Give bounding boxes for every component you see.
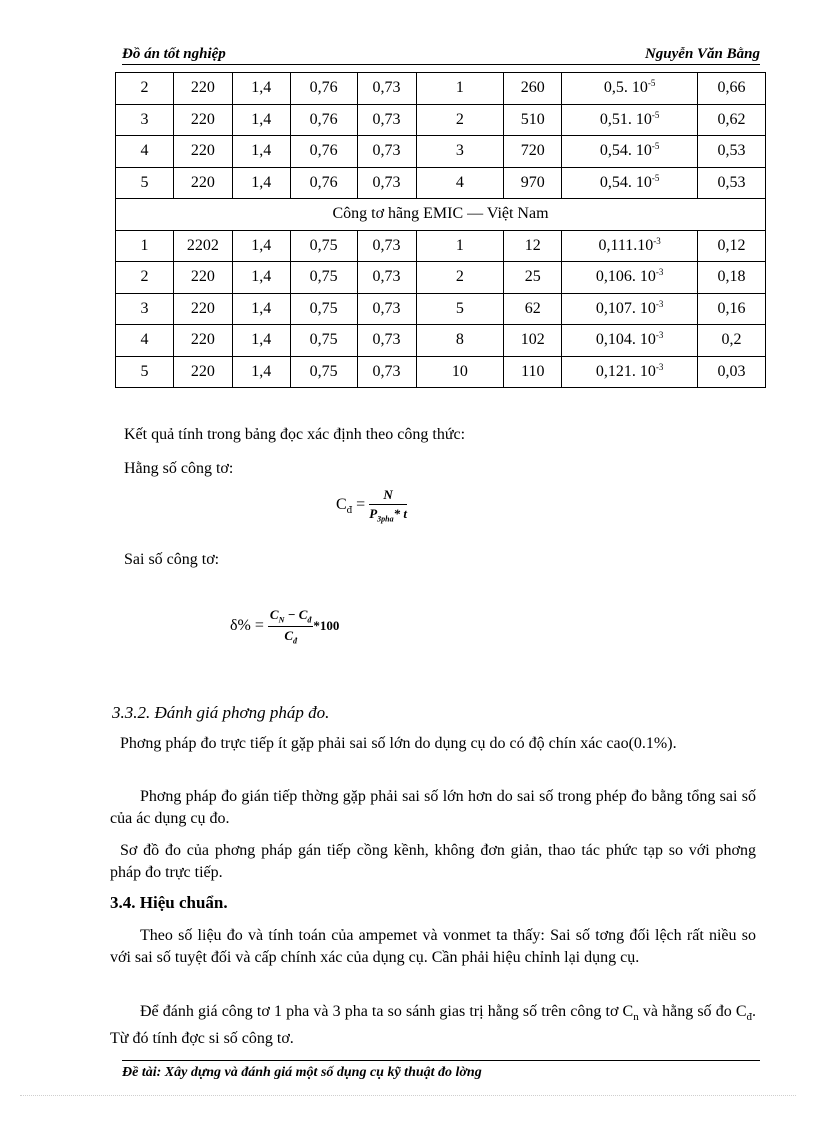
table-cell: 0,73 bbox=[357, 167, 416, 199]
table-cell: 0,73 bbox=[357, 136, 416, 168]
table-row bbox=[116, 325, 766, 357]
table-cell: 0,53 bbox=[698, 167, 766, 199]
sci-exponent: -3 bbox=[655, 330, 664, 341]
table-cell: 220 bbox=[173, 262, 232, 294]
table-cell: 220 bbox=[173, 356, 232, 388]
formula2-den-sub: đ bbox=[292, 636, 297, 646]
sci-mantissa: 0,54. 10 bbox=[599, 142, 652, 160]
section-3-4-heading: 3.4. Hiệu chuẩn. bbox=[110, 893, 228, 912]
table-cell: 0,62 bbox=[698, 104, 766, 136]
table-cell: 510 bbox=[504, 104, 562, 136]
formula1-den-main: P bbox=[369, 506, 378, 521]
paragraph-1: Phơng pháp đo trực tiếp ít gặp phải sai số lớn do dụng cụ do có độ chín xác cao(0.1%). bbox=[120, 735, 677, 752]
formula1-den-tail: * t bbox=[393, 506, 407, 521]
formula-error bbox=[230, 607, 339, 645]
sci-mantissa: 0,104. 10 bbox=[595, 331, 656, 349]
sci-mantissa: 0,51. 10 bbox=[599, 110, 652, 128]
p5-part-a: Để đánh giá công tơ 1 pha và 3 pha ta so sánh gias trị hằng số trên công tơ C bbox=[140, 1003, 634, 1020]
table-cell: 220 bbox=[173, 325, 232, 357]
paragraph-2: Phơng pháp đo gián tiếp thờng gặp phải sai số lớn hơn do sai số trong phép đo bằng tổng sai số của ác dụng cụ đo. bbox=[110, 788, 756, 827]
table-cell: 0,16 bbox=[698, 293, 766, 325]
table-cell: 220 bbox=[173, 167, 232, 199]
table-cell: 4 bbox=[416, 167, 504, 199]
formula1-sub: đ bbox=[346, 504, 353, 517]
table-cell: 3 bbox=[116, 104, 174, 136]
table-cell: 2 bbox=[416, 262, 504, 294]
sci-mantissa: 0,106. 10 bbox=[595, 268, 656, 286]
table-cell: 260 bbox=[504, 73, 562, 105]
sci-exponent: -5 bbox=[651, 141, 660, 152]
table-cell: 0,75 bbox=[290, 230, 357, 262]
table-cell: 5 bbox=[116, 356, 174, 388]
formula2-den bbox=[268, 627, 314, 646]
table-cell: 0,73 bbox=[357, 104, 416, 136]
constant-label: Hằng số công tơ: bbox=[124, 460, 234, 477]
table-cell: 1,4 bbox=[232, 325, 290, 357]
table-cell: 0,73 bbox=[357, 325, 416, 357]
formula1-den-sub: 3pha bbox=[377, 514, 394, 524]
table-cell: 2 bbox=[416, 104, 504, 136]
table-cell: 220 bbox=[173, 293, 232, 325]
paragraph-3: Sơ đồ đo của phơng pháp gán tiếp cồng kềnh, không đơn giản, thao tác phức tạp so với phơng pháp đo trực tiếp. bbox=[110, 842, 756, 881]
table-cell: 0,75 bbox=[290, 262, 357, 294]
p5-sub2: đ bbox=[746, 1011, 752, 1024]
table-cell: 1,4 bbox=[232, 73, 290, 105]
table-cell: 0,75 bbox=[290, 356, 357, 388]
table-row bbox=[116, 167, 766, 199]
table-row bbox=[116, 262, 766, 294]
page-header bbox=[122, 44, 760, 65]
table-cell: 0,76 bbox=[290, 104, 357, 136]
table-cell: 1,4 bbox=[232, 293, 290, 325]
table-cell: 8 bbox=[416, 325, 504, 357]
table-cell: 2 bbox=[116, 262, 174, 294]
table-cell: 62 bbox=[504, 293, 562, 325]
table-cell: 1 bbox=[116, 230, 174, 262]
table-cell: 220 bbox=[173, 136, 232, 168]
formula2-tail: *100 bbox=[313, 617, 340, 633]
table-cell: 1 bbox=[416, 73, 504, 105]
table-cell: 970 bbox=[504, 167, 562, 199]
table-merged-row bbox=[116, 199, 766, 231]
sci-exponent: -3 bbox=[653, 235, 661, 246]
table-cell: 2 bbox=[116, 73, 174, 105]
table-cell: 720 bbox=[504, 136, 562, 168]
table-cell: 1,4 bbox=[232, 356, 290, 388]
formula2-num-sub1: N bbox=[278, 615, 285, 625]
formula1-lhs: C bbox=[336, 495, 347, 513]
table-cell: 0,76 bbox=[290, 73, 357, 105]
table-cell: 0,76 bbox=[290, 136, 357, 168]
table-cell bbox=[562, 136, 698, 168]
table-cell: 1,4 bbox=[232, 230, 290, 262]
error-label: Sai số công tơ: bbox=[124, 551, 220, 568]
table-cell: 0,73 bbox=[357, 356, 416, 388]
formula2-num-c: C bbox=[269, 607, 279, 622]
table-row bbox=[116, 230, 766, 262]
table-cell: 3 bbox=[416, 136, 504, 168]
p5-part-b: và hằng số đo C bbox=[638, 1003, 747, 1020]
table-cell: 0,75 bbox=[290, 325, 357, 357]
table-cell: 25 bbox=[504, 262, 562, 294]
table-cell: 2202 bbox=[173, 230, 232, 262]
sci-exponent: -3 bbox=[655, 298, 664, 309]
header-right: Nguyễn Văn Bằng bbox=[644, 46, 760, 62]
formula1-den bbox=[369, 505, 407, 524]
table-cell: 220 bbox=[173, 104, 232, 136]
table-cell bbox=[562, 356, 698, 388]
table-cell: 0,2 bbox=[698, 325, 766, 357]
table-cell: 0,18 bbox=[698, 262, 766, 294]
table-cell: 0,73 bbox=[357, 73, 416, 105]
table-row bbox=[116, 136, 766, 168]
sci-mantissa: 0,111.10 bbox=[598, 236, 654, 254]
formula1-eq: = bbox=[356, 495, 366, 513]
table-cell: 1,4 bbox=[232, 136, 290, 168]
sci-exponent: -5 bbox=[651, 109, 660, 120]
sci-mantissa: 0,107. 10 bbox=[595, 299, 656, 317]
sci-mantissa: 0,5. 10 bbox=[603, 79, 648, 97]
table-cell bbox=[562, 73, 698, 105]
formula2-den-c: C bbox=[284, 627, 293, 643]
table-cell: 10 bbox=[416, 356, 504, 388]
table-cell: 1,4 bbox=[232, 262, 290, 294]
table-cell bbox=[562, 293, 698, 325]
measurement-table bbox=[115, 72, 766, 388]
table-cell: 0,76 bbox=[290, 167, 357, 199]
formula2-num-sub2: đ bbox=[307, 615, 312, 625]
table-cell: 12 bbox=[504, 230, 562, 262]
table-cell: 0,03 bbox=[698, 356, 766, 388]
table-cell: 220 bbox=[173, 73, 232, 105]
table-cell: 1,4 bbox=[232, 104, 290, 136]
table-cell: 0,73 bbox=[357, 262, 416, 294]
table-cell: 0,73 bbox=[357, 230, 416, 262]
table-cell: 0,53 bbox=[698, 136, 766, 168]
sci-exponent: -5 bbox=[651, 172, 660, 183]
table-cell: 5 bbox=[416, 293, 504, 325]
table-cell: 4 bbox=[116, 136, 174, 168]
formula2-num bbox=[268, 607, 314, 627]
merged-row-label: Công tơ hãng EMIC — Việt Nam bbox=[116, 199, 766, 231]
table-cell: 0,66 bbox=[698, 73, 766, 105]
table-cell: 110 bbox=[504, 356, 562, 388]
p5-part-c: . Từ đó tính đợc si số công tơ. bbox=[110, 1003, 756, 1048]
table-cell bbox=[562, 230, 698, 262]
paragraph-4: Theo số liệu đo và tính toán của ampemet và vonmet ta thấy: Sai số tơng đối lệch rất niều so với sai số tuyệt đối và cấp chính xác của dụng cụ. Cần phải hiệu chỉnh lại dụng cụ. bbox=[110, 927, 756, 966]
table-cell bbox=[562, 167, 698, 199]
formula2-fraction bbox=[268, 607, 314, 645]
table-cell: 0,12 bbox=[698, 230, 766, 262]
table-cell: 5 bbox=[116, 167, 174, 199]
table-row bbox=[116, 356, 766, 388]
formula-constant bbox=[336, 487, 407, 524]
page-footer: Đề tài: Xây dựng và đánh giá một số dụng cụ kỹ thuật đo lờng bbox=[122, 1060, 760, 1079]
table-cell: 1 bbox=[416, 230, 504, 262]
formula2-num-mid: − C bbox=[284, 607, 308, 622]
table-cell: 0,73 bbox=[357, 293, 416, 325]
table-row bbox=[116, 293, 766, 325]
table-cell: 3 bbox=[116, 293, 174, 325]
table-cell: 1,4 bbox=[232, 167, 290, 199]
table-cell bbox=[562, 325, 698, 357]
formula1-fraction bbox=[369, 487, 407, 524]
table-cell bbox=[562, 262, 698, 294]
p5-sub1: n bbox=[633, 1011, 639, 1024]
sci-exponent: -3 bbox=[655, 267, 664, 278]
header-left: Đồ án tốt nghiệp bbox=[122, 46, 226, 62]
sci-exponent: -5 bbox=[647, 78, 656, 89]
page-edge-divider bbox=[20, 1095, 796, 1096]
table-cell: 0,75 bbox=[290, 293, 357, 325]
table-cell: 4 bbox=[116, 325, 174, 357]
table-cell bbox=[562, 104, 698, 136]
paragraph-5 bbox=[110, 1001, 756, 1050]
sci-mantissa: 0,54. 10 bbox=[599, 173, 652, 191]
formula1-num: N bbox=[369, 487, 407, 505]
table-row bbox=[116, 104, 766, 136]
sci-mantissa: 0,121. 10 bbox=[595, 362, 656, 380]
table-row bbox=[116, 73, 766, 105]
result-line: Kết quả tính trong bảng đọc xác định theo công thức: bbox=[124, 426, 466, 443]
section-3-3-2-heading: 3.3.2. Đánh giá phơng pháp đo. bbox=[112, 703, 330, 722]
table-cell: 102 bbox=[504, 325, 562, 357]
formula2-lhs: δ% = bbox=[230, 616, 264, 634]
sci-exponent: -3 bbox=[655, 361, 664, 372]
